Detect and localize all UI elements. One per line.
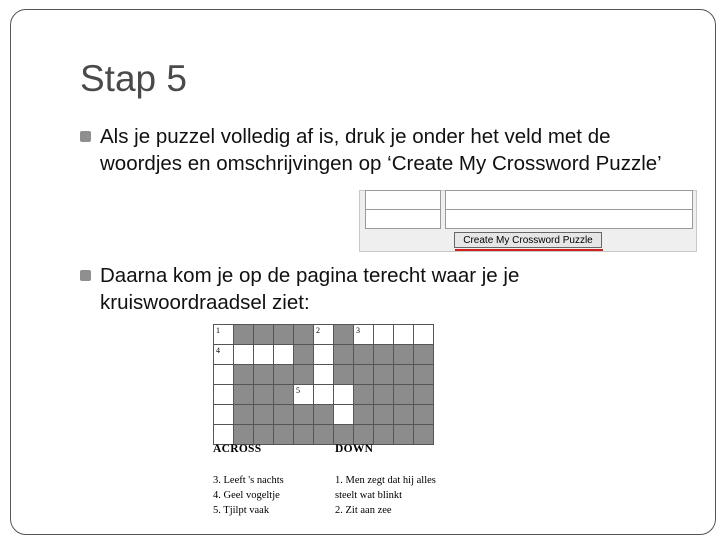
grid-cell-filled — [294, 425, 314, 445]
across-clue: 5. Tjilpt vaak — [213, 505, 270, 516]
clue-field[interactable] — [445, 190, 693, 210]
grid-cell-empty — [294, 385, 314, 405]
down-clue: 1. Men zegt dat hij alles — [335, 475, 436, 486]
across-clue: 3. Leeft 's nachts — [213, 475, 284, 486]
grid-cell-empty — [414, 325, 434, 345]
grid-cell-empty — [254, 345, 274, 365]
grid-row — [214, 385, 434, 405]
grid-cell-filled — [334, 345, 354, 365]
grid-cell-filled — [414, 345, 434, 365]
grid-cell-empty — [214, 345, 234, 365]
down-clue: 2. Zit aan zee — [335, 505, 392, 516]
grid-cell-empty — [214, 325, 234, 345]
grid-row — [214, 365, 434, 385]
grid-cell-filled — [374, 425, 394, 445]
grid-cell-empty — [234, 345, 254, 365]
clue-number: 5 — [296, 386, 300, 395]
word-field[interactable] — [365, 209, 441, 229]
grid-cell-filled — [234, 385, 254, 405]
grid-cell-empty — [314, 385, 334, 405]
grid-cell-empty — [374, 325, 394, 345]
grid-cell-filled — [334, 365, 354, 385]
grid-cell-empty — [394, 325, 414, 345]
clue-number: 2 — [316, 326, 320, 335]
grid-cell-filled — [394, 345, 414, 365]
grid-cell-empty — [214, 385, 234, 405]
grid-cell-filled — [394, 405, 414, 425]
grid-cell-filled — [414, 405, 434, 425]
grid-cell-empty — [314, 365, 334, 385]
grid-cell-filled — [234, 325, 254, 345]
grid-cell-filled — [294, 365, 314, 385]
down-heading: DOWN — [335, 443, 374, 455]
grid-cell-filled — [334, 325, 354, 345]
grid-cell-filled — [354, 385, 374, 405]
grid-cell-filled — [414, 425, 434, 445]
clue-number: 1 — [216, 326, 220, 335]
grid-row — [214, 325, 434, 345]
highlight-underline — [455, 249, 603, 251]
clue-number: 4 — [216, 346, 220, 355]
grid-cell-empty — [214, 365, 234, 385]
grid-cell-filled — [254, 425, 274, 445]
clue-number: 3 — [356, 326, 360, 335]
grid-cell-filled — [254, 385, 274, 405]
grid-cell-filled — [374, 385, 394, 405]
grid-cell-empty — [334, 405, 354, 425]
grid-cell-filled — [254, 405, 274, 425]
create-crossword-button[interactable]: Create My Crossword Puzzle — [454, 232, 602, 248]
clue-field[interactable] — [445, 209, 693, 229]
across-heading: ACROSS — [213, 443, 262, 455]
bullet-item-2 — [80, 262, 680, 322]
form-row — [363, 190, 693, 210]
form-row — [363, 209, 693, 229]
grid-cell-filled — [374, 345, 394, 365]
grid-row — [214, 425, 434, 445]
grid-cell-filled — [294, 345, 314, 365]
grid-cell-filled — [314, 405, 334, 425]
down-clue: steelt wat blinkt — [335, 490, 403, 501]
grid-cell-filled — [414, 385, 434, 405]
slide-title: Stap 5 — [80, 58, 187, 99]
grid-cell-filled — [314, 425, 334, 445]
grid-cell-filled — [334, 425, 354, 445]
grid-cell-filled — [354, 405, 374, 425]
grid-cell-filled — [274, 385, 294, 405]
grid-cell-filled — [234, 405, 254, 425]
grid-cell-filled — [274, 365, 294, 385]
grid-cell-filled — [274, 425, 294, 445]
grid-cell-filled — [234, 425, 254, 445]
bullet-text-2: Daarna kom je op de pagina terecht waar je je kruiswoordraadsel ziet: — [100, 264, 520, 314]
grid-cell-filled — [394, 385, 414, 405]
form-screenshot — [359, 190, 697, 252]
across-clue: 4. Geel vogeltje — [213, 490, 280, 501]
crossword-grid — [213, 324, 434, 445]
grid-cell-filled — [274, 405, 294, 425]
word-field[interactable] — [365, 190, 441, 210]
grid-cell-filled — [354, 365, 374, 385]
grid-cell-filled — [374, 365, 394, 385]
grid-cell-empty — [274, 345, 294, 365]
grid-cell-empty — [314, 345, 334, 365]
grid-cell-empty — [214, 425, 234, 445]
grid-cell-empty — [334, 385, 354, 405]
grid-cell-filled — [294, 325, 314, 345]
grid-cell-filled — [274, 325, 294, 345]
grid-cell-filled — [394, 365, 414, 385]
square-bullet-icon — [80, 270, 91, 281]
grid-row — [214, 345, 434, 365]
grid-cell-filled — [254, 365, 274, 385]
square-bullet-icon — [80, 131, 91, 142]
grid-cell-empty — [354, 325, 374, 345]
grid-row — [214, 405, 434, 425]
grid-cell-filled — [254, 325, 274, 345]
grid-cell-filled — [354, 425, 374, 445]
grid-cell-filled — [374, 405, 394, 425]
grid-cell-filled — [234, 365, 254, 385]
grid-cell-filled — [414, 365, 434, 385]
grid-cell-filled — [294, 405, 314, 425]
grid-cell-filled — [394, 425, 414, 445]
grid-cell-empty — [314, 325, 334, 345]
grid-cell-empty — [214, 405, 234, 425]
grid-cell-filled — [354, 345, 374, 365]
bullet-text-1: Als je puzzel volledig af is, druk je onder het veld met de woordjes en omschrijvingen op ‘Create My Crossword Puzzle’ — [100, 125, 662, 175]
